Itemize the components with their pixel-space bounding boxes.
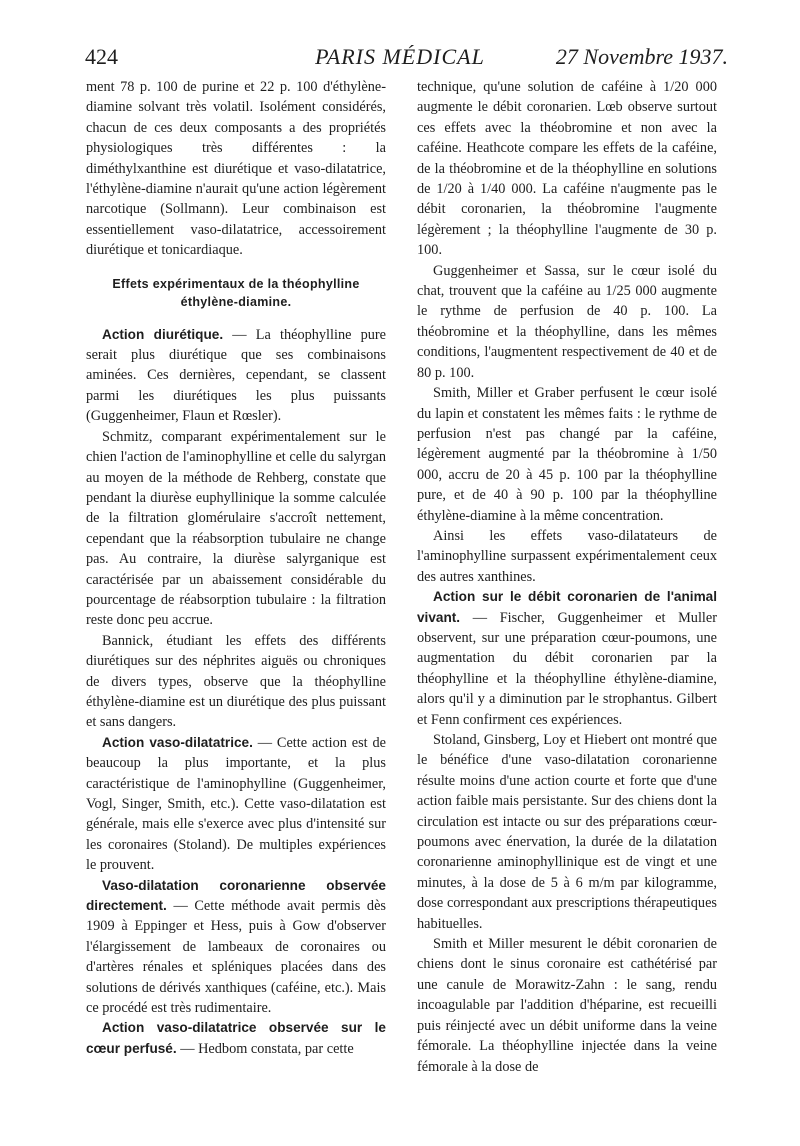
paragraph (86, 876, 386, 1019)
paragraph: Stoland, Ginsberg, Loy et Hiebert ont montré que le bénéfice d'une vaso-dilatation coronarienne résulte moins d'une action courte et forte que d'une action faible mais persistante. Sur des chiens dont la circulation est intacte ou sur des préparations cœur-poumons avec énervation, la durée de la dilatation coronarienne aminophyllinique est de vingt et une minutes, à la dose de 5 à 6 m/m par kilogramme, dose correspondant aux prescriptions thérapeutiques habituelles. (417, 732, 717, 932)
paragraph-text: — Fischer, Guggenheimer et Muller observent, sur une préparation cœur-poumons, une augmentation du débit coronarien par la théophylline et la théophylline éthylène-diamine, alors qu'il y a diminution par le strophantus. Gilbert et Fenn confirment ces expériences. (417, 609, 717, 728)
paragraph: technique, qu'une solution de caféine à 1/20 000 augmente le débit coronarien. Lœb observe surtout ces effets avec la théobromine et non avec la caféine. Heathcote compare les effets de la caféine, de la théobromine et de la théophylline en solutions de 1/20 à 1/40 000. La caféine n'augmente pas le débit coronarien, la théobromine l'augmente légèrement ; la théophylline l'augmente de 30 p. 100. (417, 79, 717, 259)
paragraph (417, 587, 717, 730)
subheading-diuretic-action: Action diurétique. (102, 326, 224, 342)
paragraph-text: — Hedbom constata, par cette (176, 1040, 354, 1057)
issue-date: 27 Novembre 1937. (555, 44, 728, 69)
journal-title: PARIS MÉDICAL (315, 44, 485, 69)
section-title-line-2: éthylène-diamine. (180, 294, 292, 309)
paragraph: Bannick, étudiant les effets des différents diurétiques sur des néphrites aiguës ou chroniques de divers types, observe que la théophylline éthylène-diamine est un diurétique des plus puissant et sans dangers. (86, 632, 386, 731)
page-number: 424 (85, 44, 118, 69)
paragraph (86, 325, 386, 427)
section-title (86, 275, 386, 311)
subheading-vasodilator-action: Action vaso-dilatatrice. (102, 734, 253, 750)
subheading-direct-observation: Vaso-dilatation coronarienne observée directement. (86, 877, 386, 914)
paragraph (86, 1018, 386, 1059)
left-column (86, 77, 386, 1059)
paragraph-text: — Cette action est de beaucoup la plus importante, et la plus caractéristique de l'aminophylline (Guggenheimer, Vogl, Singer, Smith, etc.). Cette vaso-dilatation est générale, mais elle s'exerce avec plus d'intensité sur les coronaires (Stoland). De multiples expériences le prouvent. (86, 734, 386, 874)
section-title-line-1: Effets expérimentaux de la théophylline (112, 276, 360, 291)
paragraph-text: — Cette méthode avait permis dès 1909 à Eppinger et Hess, puis à Gow d'observer l'élargissement de lambeaux de coronaires ou d'artères rénales et spléniques placées dans des solutions de dérivés xanthiques (caféine, etc.). Mais ce procédé est très rudimentaire. (86, 898, 386, 1017)
paragraph: Guggenheimer et Sassa, sur le cœur isolé du chat, trouvent que la caféine au 1/25 000 augmente le rythme de perfusion de 40 p. 100. La théobromine et la théophylline, dans les mêmes conditions, l'augmentent respectivement de 40 et de 80 p. 100. (417, 262, 717, 381)
paragraph (86, 733, 386, 876)
subheading-perfused-heart: Action vaso-dilatatrice observée sur le cœur perfusé. (86, 1020, 386, 1056)
paragraph: Schmitz, comparant expérimentalement sur le chien l'action de l'aminophylline et celle du salyrgan au moyen de la méthode de Rehberg, constate que pendant la diurèse euphyllinique la somme calculée de la filtration glomérulaire s'accroît nettement, cependant que la réabsorption tubulaire ne change pas. Au contraire, la diurèse salyrganique est caractérisée par un abaissement considérable du pourcentage de réabsorption tubulaire : la filtration reste donc peu accrue. (86, 428, 386, 629)
right-column (417, 77, 717, 1077)
paragraph: Ainsi les effets vaso-dilatateurs de l'aminophylline surpassent expérimentalement ceux des autres xanthines. (417, 527, 717, 585)
paragraph-text: — La théophylline pure serait plus diurétique que ses combinaisons aminées. Ces dernières, cependant, se classent parmi les diurétiques les plus puissants (Guggenheimer, Flaun et Rœsler). (86, 326, 387, 425)
paragraph: ment 78 p. 100 de purine et 22 p. 100 d'éthylène-diamine solvant très volatil. Isolément considérés, chacun de ces deux composants a des propriétés physiologiques très différentes : la diméthylxanthine est diurétique et vaso-dilatatrice, l'éthylène-diamine n'aurait qu'une action légèrement narcotique (Sollmann). Leur combinaison est essentiellement vaso-dilatatrice, accessoirement diurétique et tonicardiaque. (86, 79, 386, 259)
paragraph: Smith, Miller et Graber perfusent le cœur isolé du lapin et constatent les mêmes faits : le rythme de perfusion n'est pas changé par la caféine, légèrement augmenté par la théobromine à 1/50 000, accru de 20 à 45 p. 100 par la théophylline pure, et de 40 à 90 p. 100 par la théophylline éthylène-diamine à la même concentration. (417, 385, 717, 524)
paragraph: Smith et Miller mesurent le débit coronarien de chiens dont le sinus coronaire est cathétérisé par une canule de Morawitz-Zahn : le sang, rendu incoagulable par l'addition d'héparine, est recueilli puis réinjecté avec un débit uniforme dans la veine fémorale. La théophylline injectée dans la veine fémorale à la dose de (417, 936, 717, 1075)
subheading-living-animal: Action sur le débit coronarien de l'animal vivant. (417, 589, 717, 625)
